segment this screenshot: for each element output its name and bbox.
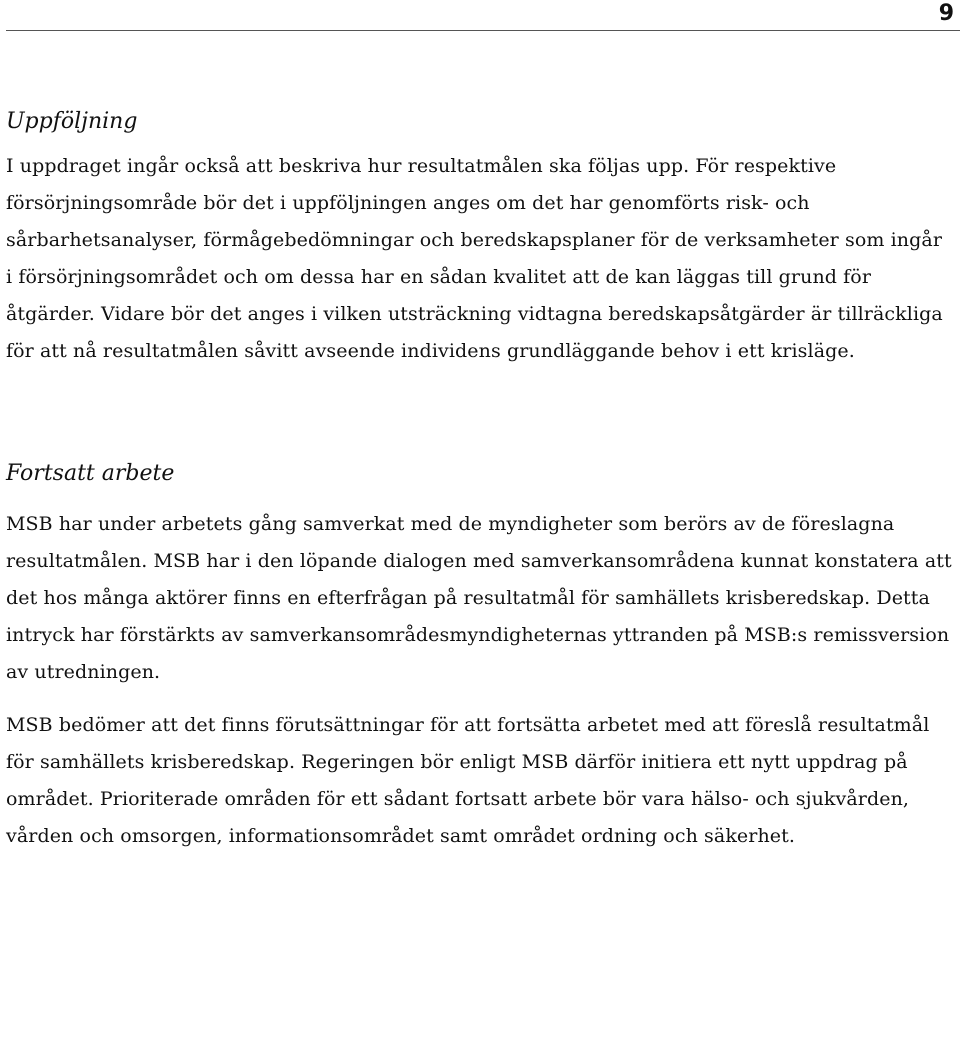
section-fortsatt-arbete	[6, 456, 954, 855]
paragraph: MSB bedömer att det finns förutsättningar för att fortsätta arbetet med att föreslå resultatmål för samhällets krisberedskap. Regeringen bör enligt MSB därför initiera ett nytt uppdrag på området. Prioriterade områden för ett sådant fortsatt arbete bör vara hälso- och sjukvården, vården och omsorgen, informationsområdet samt området ordning och säkerhet.	[6, 714, 930, 847]
section-heading: Uppföljning	[6, 109, 138, 134]
header-rule	[6, 30, 960, 31]
page-number: 9	[938, 1, 954, 26]
section-uppfoljning	[6, 104, 954, 370]
document-body	[6, 104, 954, 855]
page-header	[0, 0, 960, 30]
section-heading: Fortsatt arbete	[6, 461, 175, 486]
paragraph: I uppdraget ingår också att beskriva hur resultatmålen ska följas upp. För respektive försörjningsområde bör det i uppföljningen anges om det har genomförts risk- och sårbarhetsanalyser, förmågebedömningar och beredskapsplaner för de verksamheter som ingår i försörjningsområdet och om dessa har en sådan kvalitet att de kan läggas till grund för åtgärder. Vidare bör det anges i vilken utsträckning vidtagna beredskapsåtgärder är tillräckliga för att nå resultatmålen såvitt avseende individens grundläggande behov i ett krisläge.	[6, 155, 943, 362]
paragraph: MSB har under arbetets gång samverkat med de myndigheter som berörs av de föreslagna resultatmålen. MSB har i den löpande dialogen med samverkansområdena kunnat konstatera att det hos många aktörer finns en efterfrågan på resultatmål för samhällets krisberedskap. Detta intryck har förstärkts av samverkansområdesmyndigheternas yttranden på MSB:s remissversion av utredningen.	[6, 513, 952, 683]
